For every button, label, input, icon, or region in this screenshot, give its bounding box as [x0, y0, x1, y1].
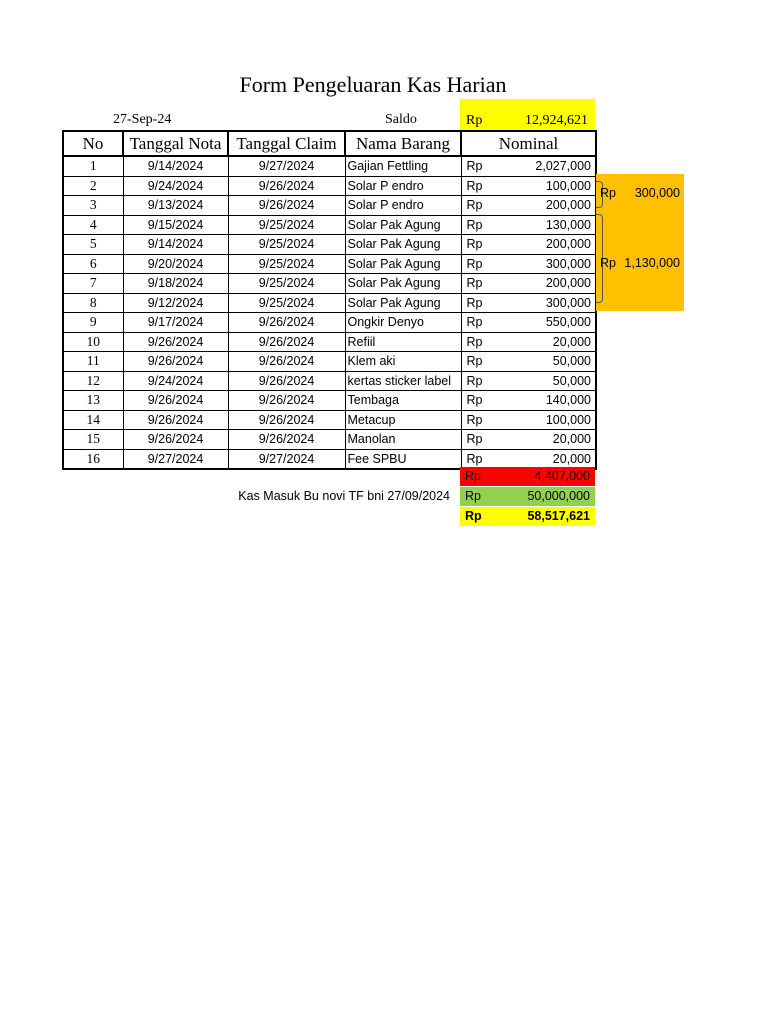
row-tanggal-claim: 9/25/2024 [228, 215, 345, 235]
row-currency: Rp [461, 274, 501, 294]
row-no: 5 [63, 235, 123, 255]
row-nominal: 100,000 [501, 176, 596, 196]
table-row [63, 371, 596, 391]
header-tanggal-claim: Tanggal Claim [228, 131, 345, 156]
saldo-value: 12,924,621 [525, 113, 588, 128]
row-tanggal-nota: 9/14/2024 [123, 156, 228, 176]
row-tanggal-claim: 9/25/2024 [228, 235, 345, 255]
row-tanggal-claim: 9/27/2024 [228, 156, 345, 176]
row-nominal: 20,000 [501, 332, 596, 352]
row-nama-barang: Solar Pak Agung [345, 274, 461, 294]
row-tanggal-claim: 9/25/2024 [228, 274, 345, 294]
row-nama-barang: Manolan [345, 430, 461, 450]
row-nama-barang: Solar Pak Agung [345, 235, 461, 255]
row-tanggal-nota: 9/15/2024 [123, 215, 228, 235]
report-date: 27-Sep-24 [113, 112, 172, 127]
row-nominal: 300,000 [501, 293, 596, 313]
row-currency: Rp [461, 254, 501, 274]
table-row [63, 430, 596, 450]
row-no: 14 [63, 410, 123, 430]
table-row [63, 176, 596, 196]
row-currency: Rp [461, 352, 501, 372]
table-body [63, 156, 596, 469]
row-nama-barang: Gajian Fettling [345, 156, 461, 176]
row-nama-barang: Metacup [345, 410, 461, 430]
row-nama-barang: Fee SPBU [345, 449, 461, 469]
row-no: 6 [63, 254, 123, 274]
saldo-akhir-currency: Rp [465, 509, 482, 523]
table-row [63, 293, 596, 313]
row-tanggal-nota: 9/27/2024 [123, 449, 228, 469]
row-no: 13 [63, 391, 123, 411]
row-tanggal-claim: 9/26/2024 [228, 371, 345, 391]
row-tanggal-claim: 9/26/2024 [228, 391, 345, 411]
row-nama-barang: Klem aki [345, 352, 461, 372]
row-currency: Rp [461, 449, 501, 469]
row-tanggal-nota: 9/13/2024 [123, 196, 228, 216]
expense-table [62, 130, 597, 470]
row-nama-barang: Solar Pak Agung [345, 254, 461, 274]
row-tanggal-claim: 9/26/2024 [228, 410, 345, 430]
row-nama-barang: Solar P endro [345, 196, 461, 216]
row-currency: Rp [461, 430, 501, 450]
row-nominal: 550,000 [501, 313, 596, 333]
kas-masuk [460, 487, 595, 506]
row-no: 4 [63, 215, 123, 235]
table-row [63, 274, 596, 294]
table-row [63, 215, 596, 235]
page-title: Form Pengeluaran Kas Harian [239, 72, 507, 97]
side-total-agung-currency: Rp [600, 256, 616, 270]
row-currency: Rp [461, 196, 501, 216]
row-currency: Rp [461, 156, 501, 176]
row-no: 2 [63, 176, 123, 196]
row-tanggal-nota: 9/26/2024 [123, 430, 228, 450]
row-nominal: 140,000 [501, 391, 596, 411]
row-nominal: 100,000 [501, 410, 596, 430]
row-tanggal-nota: 9/20/2024 [123, 254, 228, 274]
row-tanggal-nota: 9/26/2024 [123, 391, 228, 411]
row-currency: Rp [461, 215, 501, 235]
table-row [63, 235, 596, 255]
row-tanggal-nota: 9/18/2024 [123, 274, 228, 294]
row-tanggal-nota: 9/26/2024 [123, 332, 228, 352]
table-row [63, 391, 596, 411]
row-tanggal-nota: 9/26/2024 [123, 352, 228, 372]
row-nama-barang: Ongkir Denyo [345, 313, 461, 333]
row-currency: Rp [461, 371, 501, 391]
row-tanggal-claim: 9/25/2024 [228, 254, 345, 274]
table-row [63, 352, 596, 372]
row-tanggal-claim: 9/26/2024 [228, 176, 345, 196]
row-nama-barang: Solar Pak Agung [345, 215, 461, 235]
row-tanggal-nota: 9/12/2024 [123, 293, 228, 313]
row-tanggal-claim: 9/26/2024 [228, 196, 345, 216]
saldo-currency: Rp [466, 113, 483, 128]
table-row [63, 156, 596, 176]
row-currency: Rp [461, 391, 501, 411]
row-nama-barang: Solar Pak Agung [345, 293, 461, 313]
row-no: 15 [63, 430, 123, 450]
row-currency: Rp [461, 293, 501, 313]
header-nominal: Nominal [461, 131, 596, 156]
row-tanggal-nota: 9/17/2024 [123, 313, 228, 333]
kas-masuk-value: 50,000,000 [527, 489, 590, 503]
side-total-endro-value: 300,000 [634, 186, 680, 200]
row-tanggal-claim: 9/26/2024 [228, 430, 345, 450]
total-currency: Rp [465, 469, 481, 483]
total-value: 4,407,000 [534, 469, 590, 483]
row-currency: Rp [461, 176, 501, 196]
row-nominal: 130,000 [501, 215, 596, 235]
row-tanggal-nota: 9/26/2024 [123, 410, 228, 430]
row-currency: Rp [461, 332, 501, 352]
row-no: 10 [63, 332, 123, 352]
side-total-endro-currency: Rp [600, 186, 616, 200]
row-nominal: 200,000 [501, 235, 596, 255]
table-row [63, 449, 596, 469]
table-row [63, 410, 596, 430]
kas-masuk-label: Kas Masuk Bu novi TF bni 27/09/2024 [238, 489, 450, 503]
row-tanggal-nota: 9/24/2024 [123, 371, 228, 391]
row-nominal: 20,000 [501, 449, 596, 469]
row-nama-barang: Solar P endro [345, 176, 461, 196]
saldo-akhir-value: 58,517,621 [527, 509, 590, 523]
row-no: 16 [63, 449, 123, 469]
row-no: 11 [63, 352, 123, 372]
row-tanggal-nota: 9/14/2024 [123, 235, 228, 255]
row-currency: Rp [461, 313, 501, 333]
side-total-agung-value: 1,130,000 [624, 256, 680, 270]
saldo-akhir [460, 507, 595, 526]
row-tanggal-nota: 9/24/2024 [123, 176, 228, 196]
row-currency: Rp [461, 410, 501, 430]
row-tanggal-claim: 9/25/2024 [228, 293, 345, 313]
row-no: 12 [63, 371, 123, 391]
table-row [63, 196, 596, 216]
row-nominal: 50,000 [501, 371, 596, 391]
row-nominal: 300,000 [501, 254, 596, 274]
row-nominal: 200,000 [501, 196, 596, 216]
header-tanggal-nota: Tanggal Nota [123, 131, 228, 156]
row-nominal: 200,000 [501, 274, 596, 294]
row-nominal: 20,000 [501, 430, 596, 450]
row-nama-barang: kertas sticker label [345, 371, 461, 391]
row-tanggal-claim: 9/26/2024 [228, 313, 345, 333]
row-nama-barang: Tembaga [345, 391, 461, 411]
header-nama-barang: Nama Barang [345, 131, 461, 156]
row-no: 9 [63, 313, 123, 333]
row-currency: Rp [461, 235, 501, 255]
row-no: 3 [63, 196, 123, 216]
saldo-label: Saldo [385, 112, 417, 127]
row-no: 8 [63, 293, 123, 313]
row-nama-barang: Refiil [345, 332, 461, 352]
row-tanggal-claim: 9/26/2024 [228, 352, 345, 372]
total-pengeluaran [460, 467, 595, 486]
row-tanggal-claim: 9/26/2024 [228, 332, 345, 352]
table-row [63, 313, 596, 333]
row-nominal: 2,027,000 [501, 156, 596, 176]
row-no: 7 [63, 274, 123, 294]
header-no: No [63, 131, 123, 156]
table-row [63, 254, 596, 274]
table-header-row [63, 131, 596, 156]
row-no: 1 [63, 156, 123, 176]
row-nominal: 50,000 [501, 352, 596, 372]
kas-masuk-currency: Rp [465, 489, 481, 503]
row-tanggal-claim: 9/27/2024 [228, 449, 345, 469]
table-row [63, 332, 596, 352]
